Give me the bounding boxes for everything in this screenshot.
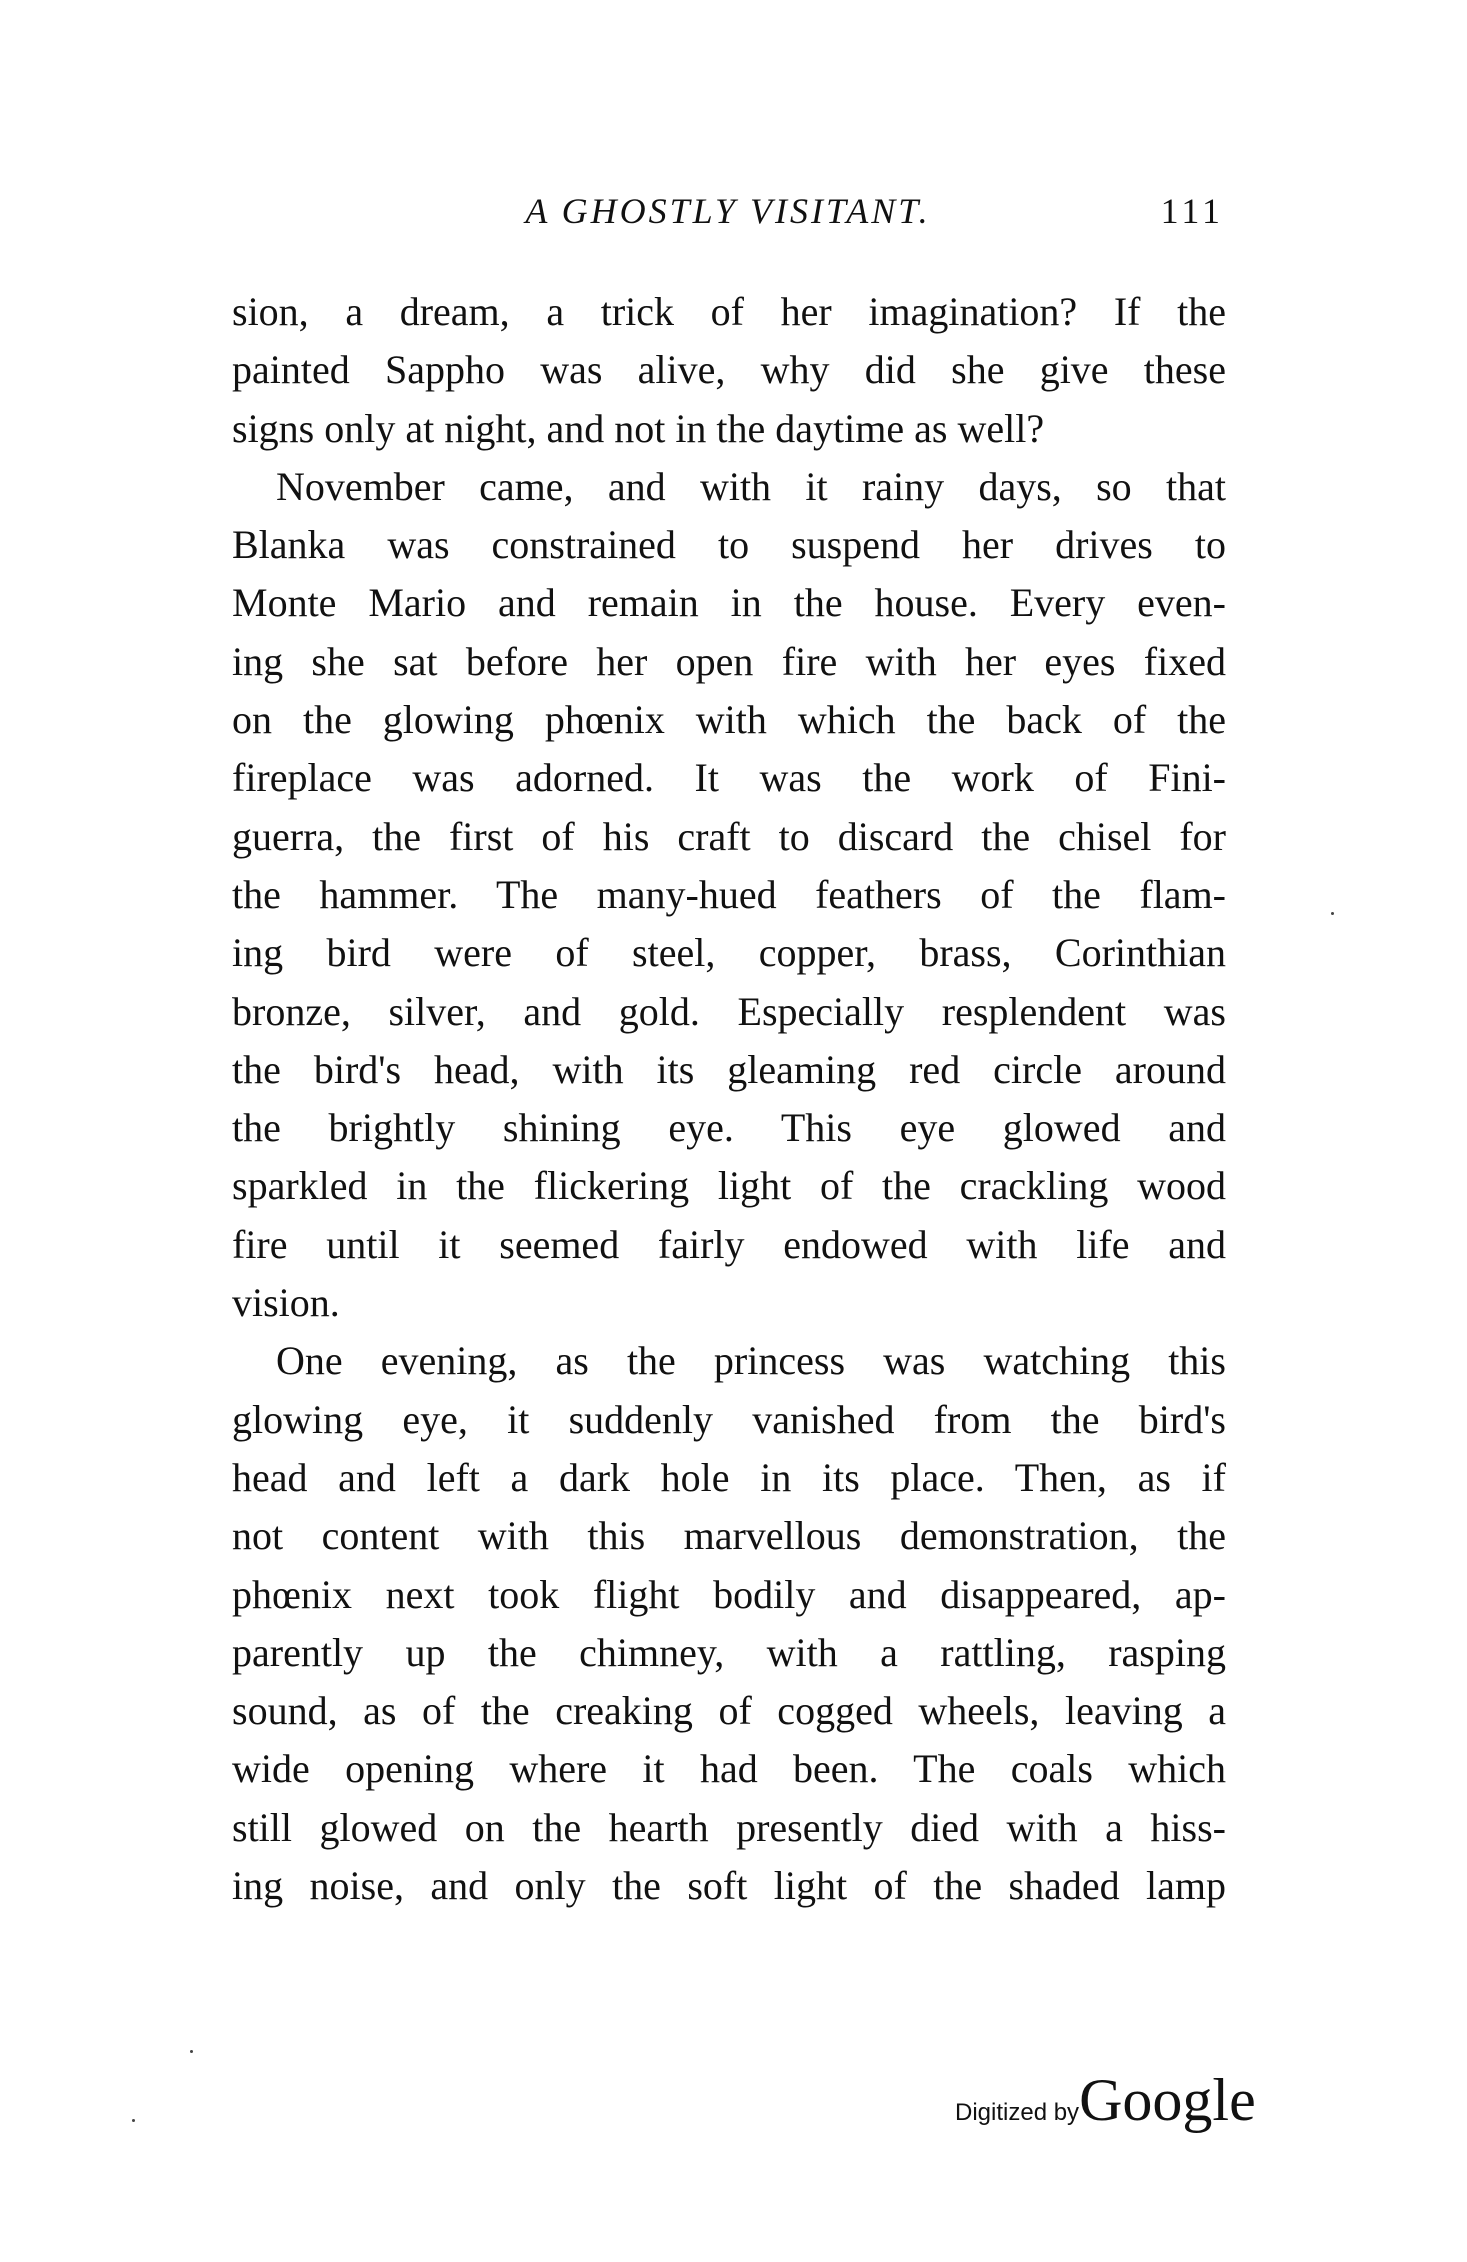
text-line: the bird's head, with its gleaming red circle around [232, 1046, 1226, 1092]
text-line: ing bird were of steel, copper, brass, Corinthian [232, 930, 1226, 976]
text-line: One evening, as the princess was watching this [276, 1338, 1226, 1384]
text-line: on the glowing phœnix with which the back of the [232, 697, 1226, 743]
text-line: glowing eye, it suddenly vanished from the bird's [232, 1396, 1226, 1442]
text-line: not content with this marvellous demonstration, the [232, 1513, 1226, 1559]
text-line: sound, as of the creaking of cogged wheels, leaving a [232, 1688, 1226, 1734]
scan-speck [132, 2119, 135, 2122]
text-line: vision. [232, 1280, 340, 1326]
text-line: the brightly shining eye. This eye glowed and [232, 1105, 1226, 1151]
digitized-by-label: Digitized by [955, 2099, 1080, 2126]
text-line: parently up the chimney, with a rattling, rasping [232, 1629, 1226, 1675]
scan-speck [1331, 912, 1334, 915]
running-head [232, 190, 1224, 240]
scan-speck [190, 2050, 193, 2053]
text-line: Monte Mario and remain in the house. Every even- [232, 580, 1226, 626]
text-line: November came, and with it rainy days, so that [276, 463, 1226, 509]
text-line: phœnix next took flight bodily and disappeared, ap- [232, 1571, 1226, 1617]
text-line: sparkled in the flickering light of the crackling wood [232, 1163, 1226, 1209]
text-line: the hammer. The many-hued feathers of the flam- [232, 871, 1226, 917]
text-line: still glowed on the hearth presently died with a hiss- [232, 1804, 1226, 1850]
text-line: fireplace was adorned. It was the work of Fini- [232, 755, 1226, 801]
running-title: A GHOSTLY VISITANT. [525, 191, 931, 231]
digitized-by-watermark [955, 2066, 1256, 2136]
text-line: bronze, silver, and gold. Especially resplendent was [232, 988, 1226, 1034]
text-line: painted Sappho was alive, why did she give these [232, 347, 1226, 393]
google-logo: Google [1079, 2067, 1256, 2133]
text-line: wide opening where it had been. The coals which [232, 1746, 1226, 1792]
text-line: fire until it seemed fairly endowed with life and [232, 1221, 1226, 1267]
text-line: guerra, the first of his craft to discard the chisel for [232, 813, 1226, 859]
page-body [232, 283, 1226, 1915]
text-line: ing she sat before her open fire with her eyes fixed [232, 638, 1226, 684]
text-line: Blanka was constrained to suspend her drives to [232, 522, 1226, 568]
text-line: ing noise, and only the soft light of the shaded lamp [232, 1863, 1226, 1909]
text-line: head and left a dark hole in its place. Then, as if [232, 1454, 1226, 1500]
text-line: sion, a dream, a trick of her imagination? If the [232, 289, 1226, 334]
page-number: 111 [1160, 191, 1224, 231]
text-line: signs only at night, and not in the daytime as well? [232, 405, 1045, 451]
